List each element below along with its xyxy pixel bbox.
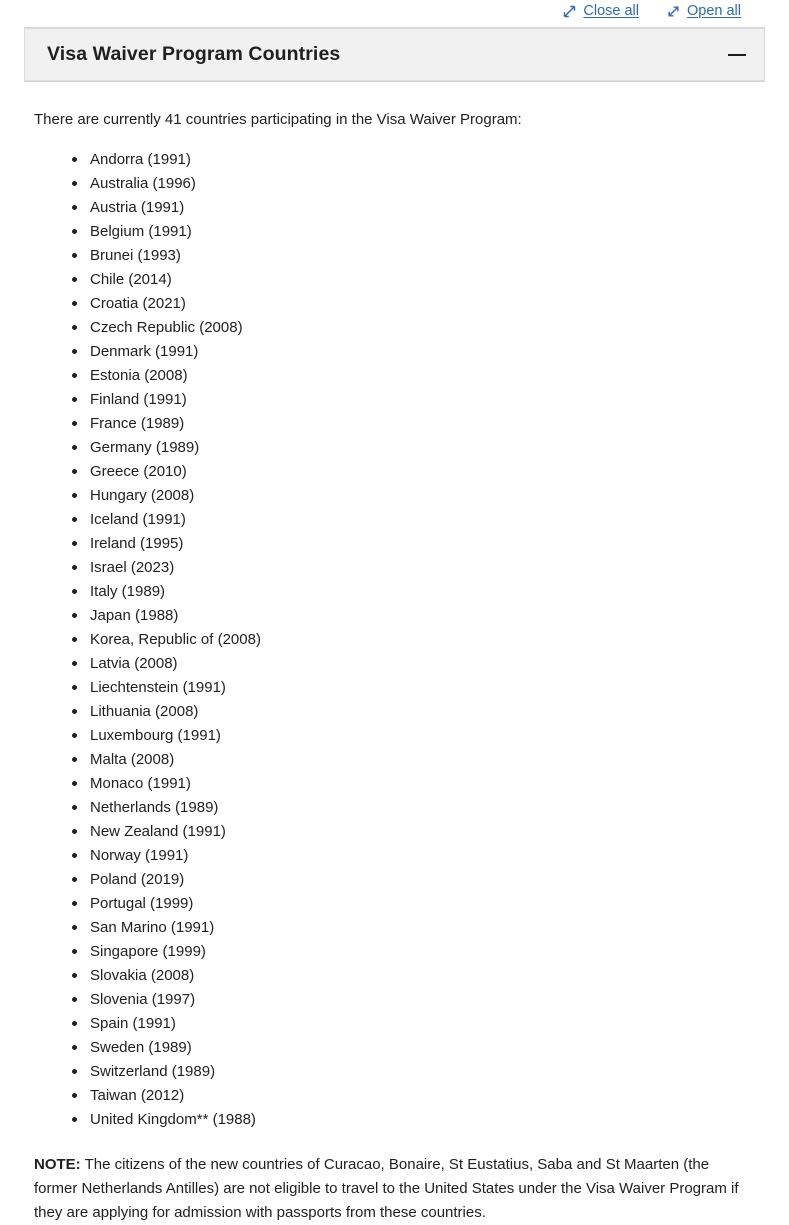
- list-item: San Marino (1991): [68, 916, 765, 940]
- list-item: Austria (1991): [68, 196, 765, 220]
- minus-icon[interactable]: [728, 46, 746, 64]
- list-item: Liechtenstein (1991): [68, 676, 765, 700]
- accordion-controls: [0, 0, 789, 22]
- list-item: Australia (1996): [68, 172, 765, 196]
- accordion-visa-waiver-program-countries: [24, 27, 765, 82]
- list-item: Netherlands (1989): [68, 796, 765, 820]
- list-item: New Zealand (1991): [68, 820, 765, 844]
- list-item: Croatia (2021): [68, 292, 765, 316]
- list-item: Latvia (2008): [68, 652, 765, 676]
- note-label: NOTE:: [34, 1155, 81, 1173]
- list-item: Belgium (1991): [68, 220, 765, 244]
- open-all-label: Open all: [686, 2, 741, 19]
- country-list: [24, 148, 765, 1132]
- list-item: Luxembourg (1991): [68, 724, 765, 748]
- list-item: Switzerland (1989): [68, 1060, 765, 1084]
- list-item: Monaco (1991): [68, 772, 765, 796]
- note-paragraph: [34, 1153, 755, 1225]
- list-item: Singapore (1999): [68, 940, 765, 964]
- close-all-label: Close all: [583, 2, 639, 19]
- list-item: Israel (2023): [68, 556, 765, 580]
- list-item: Estonia (2008): [68, 364, 765, 388]
- list-item: Andorra (1991): [68, 148, 765, 172]
- expand-arrow-icon: [667, 5, 680, 18]
- list-item: Germany (1989): [68, 436, 765, 460]
- collapse-arrow-icon: [563, 5, 576, 18]
- list-item: Poland (2019): [68, 868, 765, 892]
- list-item: France (1989): [68, 412, 765, 436]
- accordion-body: [0, 109, 789, 1225]
- list-item: Chile (2014): [68, 268, 765, 292]
- list-item: Portugal (1999): [68, 892, 765, 916]
- intro-text: There are currently 41 countries participating in the Visa Waiver Program:: [34, 111, 522, 128]
- list-item: Iceland (1991): [68, 508, 765, 532]
- open-all-button[interactable]: [667, 4, 741, 19]
- list-item: Spain (1991): [68, 1012, 765, 1036]
- list-item: United Kingdom** (1988): [68, 1108, 765, 1132]
- list-item: Taiwan (2012): [68, 1084, 765, 1108]
- list-item: Slovenia (1997): [68, 988, 765, 1012]
- list-item: Greece (2010): [68, 460, 765, 484]
- list-item: Korea, Republic of (2008): [68, 628, 765, 652]
- list-item: Slovakia (2008): [68, 964, 765, 988]
- note-text: The citizens of the new countries of Curacao, Bonaire, St Eustatius, Saba and St Maarten (the former Netherlands Antilles) are not eligible to travel to the United States under the Visa Waiver Program if they are applying for admission with passports from these countries.: [34, 1155, 739, 1221]
- accordion-header[interactable]: [24, 28, 765, 81]
- list-item: Italy (1989): [68, 580, 765, 604]
- list-item: Czech Republic (2008): [68, 316, 765, 340]
- list-item: Lithuania (2008): [68, 700, 765, 724]
- list-item: Japan (1988): [68, 604, 765, 628]
- list-item: Sweden (1989): [68, 1036, 765, 1060]
- list-item: Finland (1991): [68, 388, 765, 412]
- list-item: Norway (1991): [68, 844, 765, 868]
- list-item: Brunei (1993): [68, 244, 765, 268]
- close-all-button[interactable]: [563, 4, 639, 19]
- list-item: Hungary (2008): [68, 484, 765, 508]
- list-item: Ireland (1995): [68, 532, 765, 556]
- accordion-title: Visa Waiver Program Countries: [47, 43, 341, 65]
- list-item: Denmark (1991): [68, 340, 765, 364]
- list-item: Malta (2008): [68, 748, 765, 772]
